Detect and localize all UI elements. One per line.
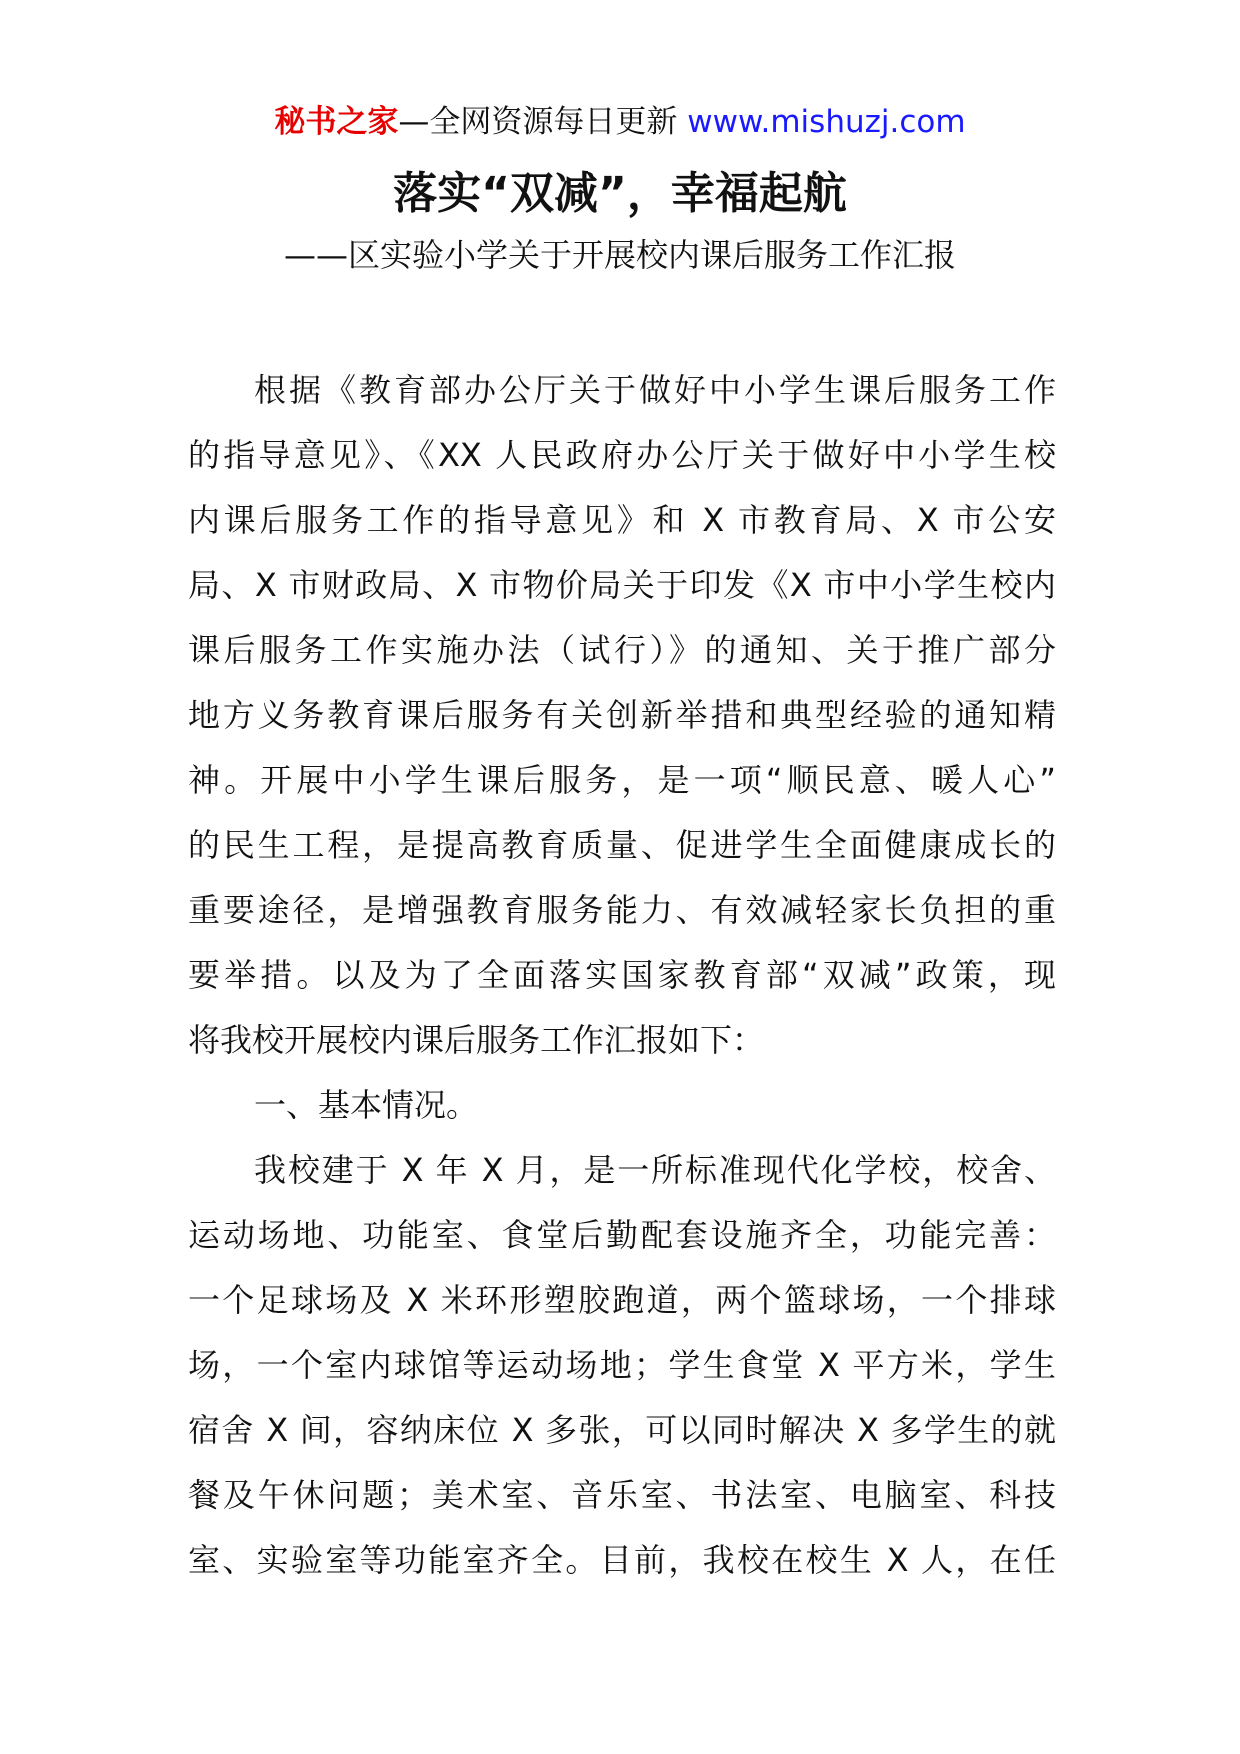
section-heading: 一、基本情况。 xyxy=(254,1086,479,1124)
document-body xyxy=(188,358,1056,1593)
paragraph-line: 的指导意见》、《XX 人民政府办公厅关于做好中小学生校 xyxy=(188,436,1056,474)
paragraph-line: 局、X 市财政局、X 市物价局关于印发《X 市中小学生校内 xyxy=(188,566,1056,604)
paragraph-line: 课后服务工作实施办法（试行）》的通知、关于推广部分 xyxy=(188,631,1056,669)
site-url: www.mishuzj.com xyxy=(687,104,966,140)
paragraph-line: 室、实验室等功能室齐全。目前，我校在校生 X 人，在任 xyxy=(188,1541,1056,1579)
header-tagline: —全网资源每日更新 xyxy=(398,104,688,140)
paragraph-line: 我校建于 X 年 X 月，是一所标准现代化学校，校舍、 xyxy=(254,1151,1056,1189)
document-subtitle: ——区实验小学关于开展校内课后服务工作汇报 xyxy=(283,236,956,274)
paragraph-line: 地方义务教育课后服务有关创新举措和典型经验的通知精 xyxy=(188,696,1056,734)
paragraph-line: 重要途径，是增强教育服务能力、有效减轻家长负担的重 xyxy=(188,891,1056,929)
paragraph-line: 一个足球场及 X 米环形塑胶跑道，两个篮球场，一个排球 xyxy=(188,1281,1056,1319)
document-title: 落实“双减”，幸福起航 xyxy=(393,168,847,219)
paragraph-line: 将我校开展校内课后服务工作汇报如下： xyxy=(188,1021,765,1059)
paragraph-line: 的民生工程，是提高教育质量、促进学生全面健康成长的 xyxy=(188,826,1056,864)
brand-name: 秘书之家 xyxy=(274,104,399,140)
paragraph-line: 内课后服务工作的指导意见》和 X 市教育局、X 市公安 xyxy=(188,501,1056,539)
paragraph-line: 神。开展中小学生课后服务，是一项“顺民意、暖人心” xyxy=(188,761,1056,799)
paragraph-line: 根据《教育部办公厅关于做好中小学生课后服务工作 xyxy=(254,371,1056,409)
paragraph-line: 宿舍 X 间，容纳床位 X 多张，可以同时解决 X 多学生的就 xyxy=(188,1411,1056,1449)
paragraph-line: 餐及午休问题；美术室、音乐室、书法室、电脑室、科技 xyxy=(188,1476,1056,1514)
paragraph-line: 场，一个室内球馆等运动场地；学生食堂 X 平方米，学生 xyxy=(188,1346,1056,1384)
site-header xyxy=(0,100,1240,144)
paragraph-line: 要举措。以及为了全面落实国家教育部“双减”政策，现 xyxy=(188,956,1056,994)
paragraph-line: 运动场地、功能室、食堂后勤配套设施齐全，功能完善： xyxy=(188,1216,1056,1254)
